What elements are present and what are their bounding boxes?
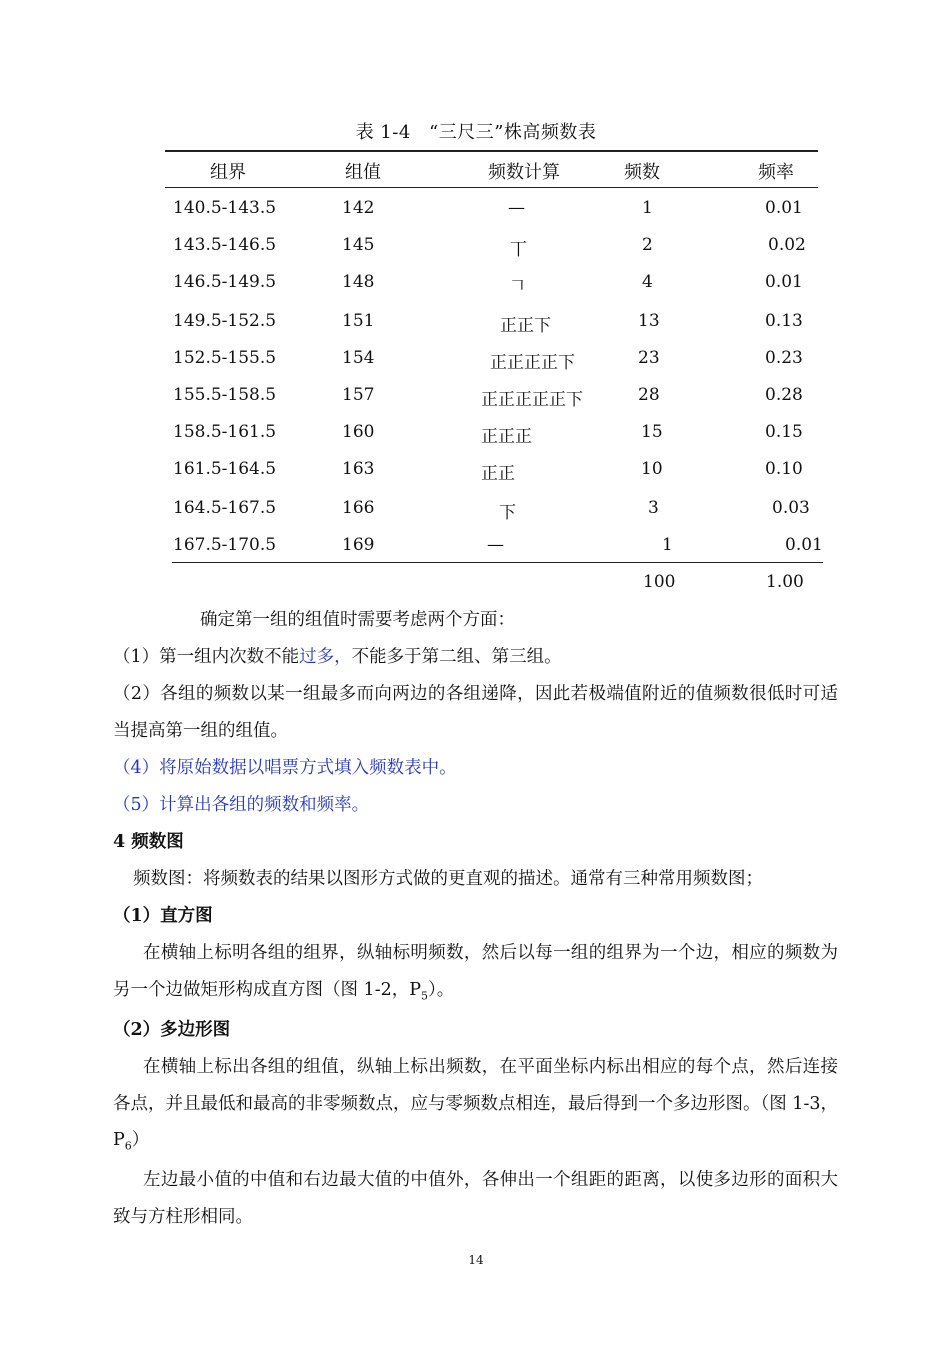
cell-rate: 0.28 (765, 385, 803, 405)
section-heading-frequency-chart: 4 频数图 (113, 832, 184, 852)
cell-freq: 10 (641, 459, 663, 479)
cell-tally: 正正正正下 (490, 353, 575, 373)
paragraph-point-2: （2）各组的频数以某一组最多而向两边的各组递降，因此若极端值附近的值频数很低时可适当提高第一组的组值。 (113, 684, 838, 741)
table-caption (0, 118, 952, 144)
cell-mid: 148 (342, 272, 375, 292)
histogram-text: 在横轴上标明各组的组界，纵轴标明频数，然后以每一组的组界为一个边，相应的频数为另一个边做矩形构成直方图（图 1-2，P (113, 943, 838, 1000)
cell-freq: 28 (638, 385, 660, 405)
point-1-start: （1）第一组内次数不能 (113, 647, 300, 667)
cell-mid: 166 (342, 498, 375, 518)
point-1-highlight: 过多， (299, 647, 352, 667)
total-rate: 1.00 (766, 572, 804, 592)
cell-range: 143.5-146.5 (173, 235, 277, 255)
cell-mid: 151 (342, 311, 375, 331)
cell-rate: 0.02 (768, 235, 806, 255)
cell-freq: 1 (642, 198, 653, 218)
header-freq: 频数 (624, 162, 660, 183)
paragraph-polygon-extension: 左边最小值的中值和右边最大值的中值外，各伸出一个组距的距离，以使多边形的面积大致与方柱形相同。 (113, 1170, 838, 1227)
paragraph-polygon (113, 1049, 838, 1165)
paragraph-frequency-chart: 频数图：将频数表的结果以图形方式做的更直观的描述。通常有三种常用频数图； (133, 869, 763, 889)
cell-range: 152.5-155.5 (173, 348, 277, 368)
header-rate: 频率 (758, 162, 794, 183)
cell-tally: 丅 (510, 240, 527, 260)
cell-range: 155.5-158.5 (173, 385, 277, 405)
cell-rate: 0.13 (765, 311, 803, 331)
total-freq: 100 (643, 572, 676, 592)
cell-tally: 正正下 (500, 316, 551, 336)
cell-rate: 0.01 (765, 272, 803, 292)
cell-tally: 正正 (481, 464, 515, 484)
paragraph-intro: 确定第一组的组值时需要考虑两个方面： (200, 610, 515, 630)
cell-rate: 0.01 (785, 535, 823, 555)
cell-rate: 0.15 (765, 422, 803, 442)
histogram-page-sub: 5 (421, 989, 429, 1002)
header-tally: 频数计算 (488, 162, 560, 183)
cell-range: 167.5-170.5 (173, 535, 277, 555)
table-header-rule (165, 187, 818, 188)
header-range: 组界 (210, 162, 246, 183)
cell-mid: 163 (342, 459, 375, 479)
cell-tally: — (508, 198, 525, 218)
cell-range: 146.5-149.5 (173, 272, 277, 292)
cell-freq: 2 (642, 235, 653, 255)
cell-mid: 169 (342, 535, 375, 555)
subheading-histogram: （1）直方图 (113, 906, 213, 926)
cell-range: 149.5-152.5 (173, 311, 277, 331)
cell-freq: 3 (648, 498, 659, 518)
polygon-text-end: ） (131, 1130, 150, 1150)
header-mid: 组值 (345, 162, 381, 183)
page-number: 14 (468, 1253, 484, 1267)
cell-range: 164.5-167.5 (173, 498, 277, 518)
paragraph-point-4: （4）将原始数据以唱票方式填入频数表中。 (113, 758, 457, 778)
subheading-polygon: （2）多边形图 (113, 1020, 231, 1040)
paragraph-histogram (113, 935, 838, 1015)
cell-tally: 𠃍 (509, 277, 526, 297)
cell-tally: 下 (499, 503, 516, 523)
cell-tally: 正正正正正下 (481, 390, 583, 410)
paragraph-point-1 (113, 639, 838, 676)
cell-tally: — (487, 535, 504, 555)
paragraph-point-5: （5）计算出各组的频数和频率。 (113, 795, 370, 815)
table-bottom-rule (172, 562, 823, 563)
cell-range: 161.5-164.5 (173, 459, 277, 479)
cell-mid: 154 (342, 348, 375, 368)
polygon-text: 在横轴上标出各组的组值，纵轴上标出频数，在平面坐标内标出相应的每个点，然后连接各点，并且最低和最高的非零频数点，应与零频数点相连，最后得到一个多边形图。（图 1-3，P (113, 1057, 838, 1150)
cell-freq: 13 (638, 311, 660, 331)
polygon-page-sub: 6 (124, 1139, 132, 1153)
histogram-text-end: ）。 (428, 979, 455, 1000)
cell-rate: 0.23 (765, 348, 803, 368)
cell-freq: 1 (662, 535, 673, 555)
cell-mid: 145 (342, 235, 375, 255)
cell-range: 140.5-143.5 (173, 198, 277, 218)
cell-freq: 23 (638, 348, 660, 368)
table-top-rule (165, 150, 818, 152)
cell-mid: 160 (342, 422, 375, 442)
cell-range: 158.5-161.5 (173, 422, 277, 442)
cell-tally: 正正正 (481, 427, 532, 447)
cell-rate: 0.01 (765, 198, 803, 218)
cell-freq: 15 (641, 422, 663, 442)
table-number: 表 1-4 (355, 122, 411, 143)
point-1-end: 不能多于第二组、第三组。 (351, 647, 562, 667)
cell-mid: 157 (342, 385, 375, 405)
cell-rate: 0.10 (765, 459, 803, 479)
cell-rate: 0.03 (772, 498, 810, 518)
cell-freq: 4 (642, 272, 653, 292)
cell-mid: 142 (342, 198, 375, 218)
table-title: “三尺三”株高频数表 (429, 122, 597, 143)
